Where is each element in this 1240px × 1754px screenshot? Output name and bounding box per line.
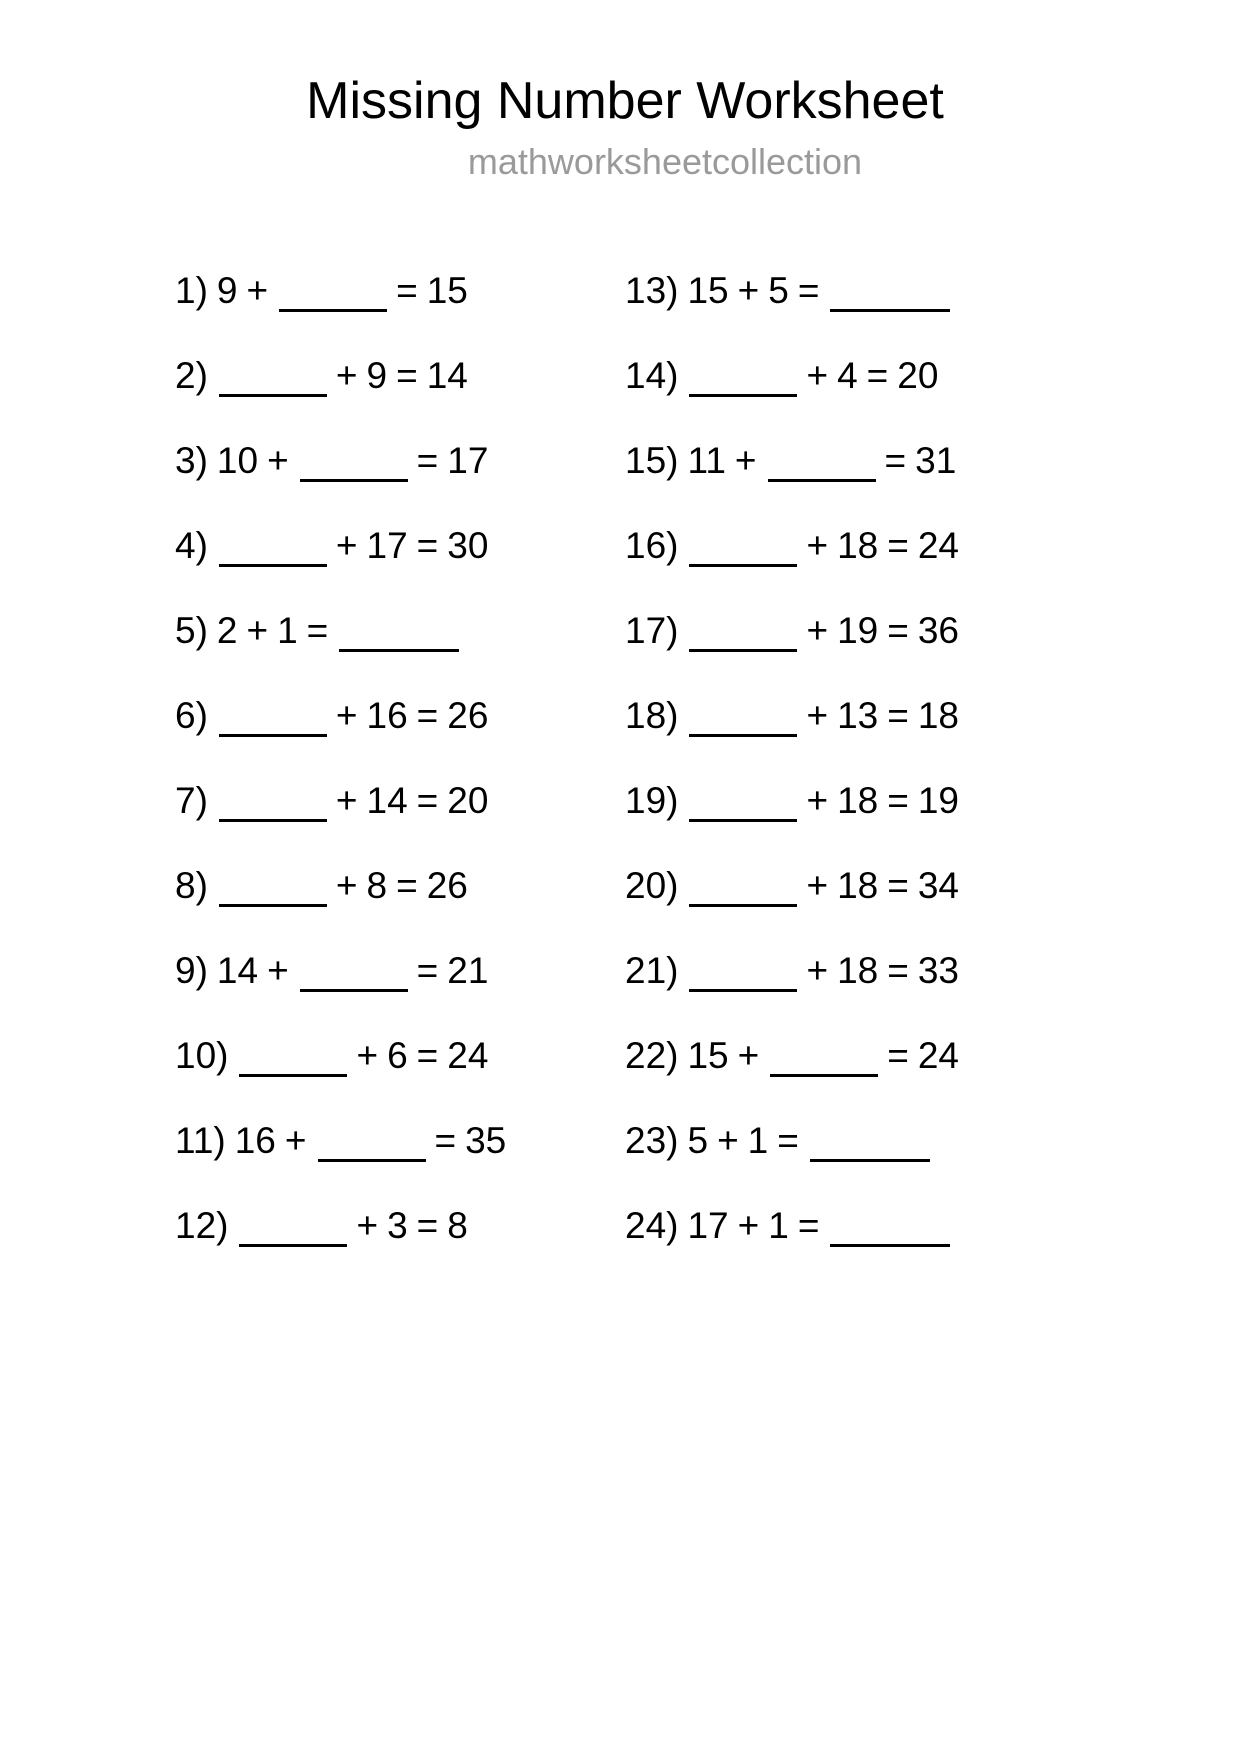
- problem-row: [625, 1034, 1045, 1122]
- operand-b: 9: [366, 354, 388, 396]
- plus-operator: +: [806, 694, 829, 736]
- problem-row: [625, 269, 1045, 357]
- answer-blank-operand-b[interactable]: [300, 989, 408, 992]
- problem-row: [625, 1204, 1045, 1292]
- problem-row: [175, 269, 625, 357]
- answer-blank-operand-a[interactable]: [689, 564, 797, 567]
- equals-operator: =: [887, 1034, 909, 1076]
- operand-b: 14: [366, 779, 408, 821]
- problem-row: [175, 609, 625, 697]
- problem-row: [625, 354, 1045, 442]
- problem-number: 17): [625, 609, 679, 651]
- operand-b: 16: [366, 694, 408, 736]
- result-value: 24: [917, 524, 960, 566]
- problem-number: 20): [625, 864, 679, 906]
- operand-a: 11: [687, 439, 726, 481]
- problem-row: [175, 354, 625, 442]
- problem-number: 8): [175, 864, 208, 906]
- equals-operator: =: [306, 609, 329, 651]
- operand-a: 5: [687, 1119, 709, 1161]
- operand-b: 13: [837, 694, 879, 736]
- equals-operator: =: [416, 1034, 439, 1076]
- result-value: 20: [447, 779, 489, 821]
- problem-row: [625, 524, 1045, 612]
- problem-number: 1): [175, 269, 208, 311]
- operand-a: 17: [687, 1204, 729, 1246]
- operand-b: 6: [387, 1034, 408, 1076]
- operand-b: 5: [768, 269, 789, 311]
- answer-blank-operand-b[interactable]: [770, 1074, 878, 1077]
- answer-blank-operand-a[interactable]: [219, 904, 327, 907]
- problem-row: [175, 524, 625, 612]
- answer-blank-operand-a[interactable]: [219, 819, 327, 822]
- problem-number: 4): [175, 524, 208, 566]
- plus-operator: +: [356, 1204, 379, 1246]
- problem-number: 12): [175, 1204, 229, 1246]
- result-value: 21: [447, 949, 489, 991]
- answer-blank-operand-b[interactable]: [318, 1159, 426, 1162]
- plus-operator: +: [267, 439, 289, 481]
- problem-number: 22): [625, 1034, 679, 1076]
- plus-operator: +: [335, 694, 358, 736]
- problem-row: [625, 949, 1045, 1037]
- result-value: 34: [917, 864, 960, 906]
- result-value: 33: [917, 949, 960, 991]
- problem-row: [625, 694, 1045, 782]
- equals-operator: =: [434, 1119, 457, 1161]
- equals-operator: =: [416, 779, 439, 821]
- problem-number: 19): [625, 779, 679, 821]
- answer-blank-operand-a[interactable]: [689, 819, 797, 822]
- equals-operator: =: [396, 269, 418, 311]
- operand-a: 14: [216, 949, 259, 991]
- problem-number: 5): [175, 609, 208, 651]
- answer-blank-operand-a[interactable]: [219, 564, 327, 567]
- plus-operator: +: [267, 949, 289, 991]
- answer-blank-operand-b[interactable]: [768, 479, 876, 482]
- equals-operator: =: [396, 864, 418, 906]
- plus-operator: +: [806, 609, 829, 651]
- plus-operator: +: [806, 949, 829, 991]
- equals-operator: =: [396, 354, 418, 396]
- result-value: 15: [426, 269, 468, 311]
- result-value: 14: [426, 354, 468, 396]
- result-value: 31: [915, 439, 957, 481]
- problem-number: 14): [625, 354, 679, 396]
- problem-number: 23): [625, 1119, 679, 1161]
- problem-number: 7): [175, 779, 208, 821]
- answer-blank-operand-a[interactable]: [689, 394, 797, 397]
- answer-blank-operand-b[interactable]: [300, 479, 408, 482]
- operand-b: 1: [747, 1119, 769, 1161]
- operand-b: 18: [837, 524, 879, 566]
- answer-blank-result[interactable]: [830, 1244, 950, 1247]
- plus-operator: +: [717, 1119, 739, 1161]
- answer-blank-operand-a[interactable]: [689, 989, 797, 992]
- operand-b: 4: [837, 354, 858, 396]
- result-value: 30: [447, 524, 489, 566]
- plus-operator: +: [737, 1204, 760, 1246]
- equals-operator: =: [797, 1204, 820, 1246]
- plus-operator: +: [246, 609, 269, 651]
- equals-operator: =: [777, 1119, 799, 1161]
- equals-operator: =: [416, 694, 439, 736]
- problem-number: 6): [175, 694, 208, 736]
- result-value: 26: [447, 694, 489, 736]
- operand-a: 10: [216, 439, 259, 481]
- problem-number: 9): [175, 949, 208, 991]
- result-value: 17: [447, 439, 489, 481]
- equals-operator: =: [866, 354, 889, 396]
- problem-row: [175, 1204, 625, 1292]
- plus-operator: +: [806, 779, 829, 821]
- operand-b: 8: [366, 864, 388, 906]
- problem-number: 11): [175, 1119, 226, 1161]
- problems-area: [0, 269, 1240, 1292]
- problem-number: 24): [625, 1204, 679, 1246]
- equals-operator: =: [416, 439, 439, 481]
- operand-a: 15: [687, 1034, 729, 1076]
- page-title: Missing Number Worksheet: [306, 72, 944, 130]
- result-value: 24: [447, 1034, 489, 1076]
- result-value: 20: [897, 354, 939, 396]
- answer-blank-result[interactable]: [830, 309, 950, 312]
- operand-b: 19: [837, 609, 879, 651]
- operand-a: 2: [216, 609, 238, 651]
- result-value: 36: [917, 609, 960, 651]
- problem-number: 10): [175, 1034, 229, 1076]
- problem-row: [625, 864, 1045, 952]
- problem-row: [175, 949, 625, 1037]
- problem-number: 21): [625, 949, 679, 991]
- problem-number: 15): [625, 439, 679, 481]
- plus-operator: +: [806, 864, 829, 906]
- plus-operator: +: [806, 354, 829, 396]
- answer-blank-operand-b[interactable]: [279, 309, 387, 312]
- answer-blank-result[interactable]: [339, 649, 459, 652]
- problem-number: 18): [625, 694, 679, 736]
- problem-row: [175, 864, 625, 952]
- problem-row: [175, 1119, 625, 1207]
- problem-row: [175, 779, 625, 867]
- plus-operator: +: [737, 1034, 760, 1076]
- equals-operator: =: [887, 694, 909, 736]
- problem-row: [625, 609, 1045, 697]
- operand-a: 15: [687, 269, 729, 311]
- result-value: 24: [917, 1034, 960, 1076]
- problem-number: 13): [625, 269, 679, 311]
- equals-operator: =: [887, 779, 909, 821]
- operand-b: 18: [837, 949, 879, 991]
- problem-number: 2): [175, 354, 208, 396]
- plus-operator: +: [335, 864, 358, 906]
- operand-b: 18: [837, 779, 879, 821]
- problem-row: [625, 1119, 1045, 1207]
- worksheet-header: [0, 0, 1240, 182]
- answer-blank-operand-a[interactable]: [689, 904, 797, 907]
- plus-operator: +: [284, 1119, 307, 1161]
- operand-b: 17: [366, 524, 408, 566]
- answer-blank-operand-a[interactable]: [239, 1244, 347, 1247]
- plus-operator: +: [356, 1034, 379, 1076]
- result-value: 8: [447, 1204, 468, 1246]
- problem-row: [625, 439, 1045, 527]
- operand-b: 3: [387, 1204, 408, 1246]
- result-value: 18: [917, 694, 960, 736]
- equals-operator: =: [416, 949, 439, 991]
- equals-operator: =: [416, 1204, 439, 1246]
- problem-row: [175, 694, 625, 782]
- equals-operator: =: [887, 524, 909, 566]
- plus-operator: +: [806, 524, 829, 566]
- plus-operator: +: [737, 269, 760, 311]
- problem-row: [175, 439, 625, 527]
- result-value: 19: [917, 779, 960, 821]
- plus-operator: +: [335, 354, 358, 396]
- plus-operator: +: [246, 269, 269, 311]
- equals-operator: =: [416, 524, 439, 566]
- operand-b: 18: [837, 864, 879, 906]
- operand-a: 9: [216, 269, 238, 311]
- answer-blank-operand-a[interactable]: [239, 1074, 347, 1077]
- problem-column-left: [175, 269, 625, 1292]
- problem-number: 16): [625, 524, 679, 566]
- operand-b: 1: [768, 1204, 789, 1246]
- plus-operator: +: [335, 779, 358, 821]
- plus-operator: +: [734, 439, 757, 481]
- problem-column-right: [625, 269, 1045, 1292]
- operand-a: 16: [234, 1119, 276, 1161]
- equals-operator: =: [887, 949, 909, 991]
- result-value: 35: [465, 1119, 507, 1161]
- result-value: 26: [426, 864, 468, 906]
- answer-blank-operand-a[interactable]: [219, 734, 327, 737]
- equals-operator: =: [884, 439, 907, 481]
- equals-operator: =: [887, 864, 909, 906]
- equals-operator: =: [797, 269, 820, 311]
- problem-row: [175, 1034, 625, 1122]
- problem-number: 3): [175, 439, 208, 481]
- answer-blank-operand-a[interactable]: [219, 394, 327, 397]
- answer-blank-result[interactable]: [810, 1159, 930, 1162]
- page-subtitle: mathworksheetcollection: [467, 141, 863, 183]
- answer-blank-operand-a[interactable]: [689, 649, 797, 652]
- operand-b: 1: [277, 609, 298, 651]
- problem-row: [625, 779, 1045, 867]
- equals-operator: =: [887, 609, 909, 651]
- plus-operator: +: [335, 524, 358, 566]
- answer-blank-operand-a[interactable]: [689, 734, 797, 737]
